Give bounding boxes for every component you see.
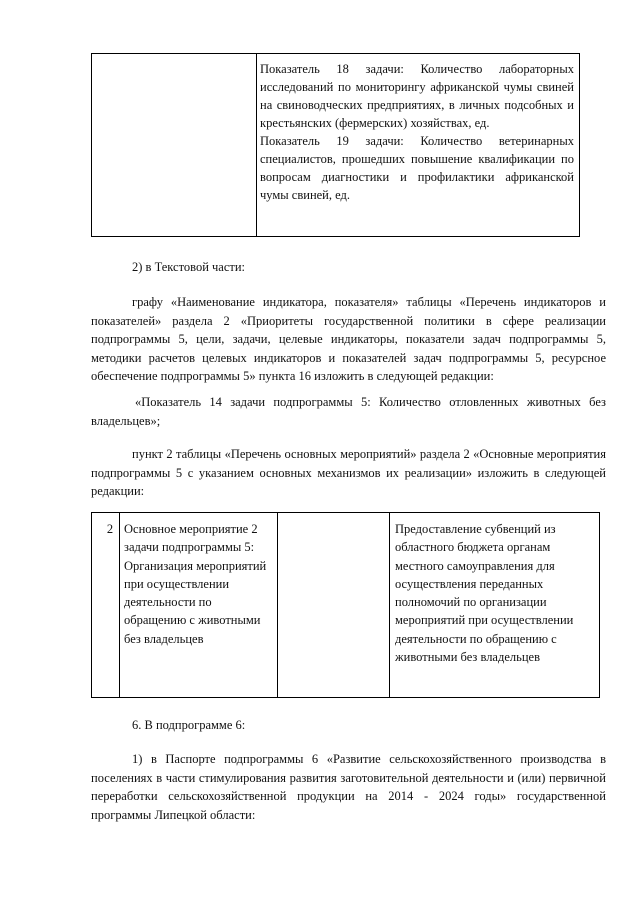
indicators-table	[91, 53, 580, 237]
indicator-14-quote: «Показатель 14 задачи подпрограммы 5: Количество отловленных животных без владельцев»;	[91, 395, 606, 428]
indicators-cell	[260, 60, 574, 204]
table-divider	[256, 54, 257, 236]
paragraph-passport: 1) в Паспорте подпрограммы 6 «Развитие сельскохозяйственного производства в поселениях в части стимулирования развития заготовительной деятельности и (или) первичной переработки сельскохозяйственной продукции на 2014 - 2024 годы» государственной программы Липецкой области:	[91, 752, 606, 822]
row-number: 2	[106, 522, 114, 536]
section-subprogram-6: 6. В подпрограмме 6:	[132, 718, 246, 732]
measure-mechanism: Предоставление субвенций из областного бюджета органам местного самоуправления для осуществления переданных полномочий по организации мероприятий при осуществлении деятельности по обращению с животными без владельцев	[395, 522, 574, 665]
measure-name: Основное мероприятие 2 задачи подпрограммы 5: Организация мероприятий при осуществлении деятельности по обращению с животными без владельцев	[124, 522, 267, 646]
paragraph-indicators: графу «Наименование индикатора, показателя» таблицы «Перечень индикаторов и показателей» раздела 2 «Приоритеты государственной политики в сфере реализации подпрограммы 5, цели, задачи, целевые индикаторы, показатели задач подпрограммы 5, методики расчетов целевых индикаторов и показателей задач подпрограммы 5, ресурсное обеспечение подпрограммы 5» пункта 16 изложить в следующей редакции:	[91, 295, 606, 384]
table-divider	[277, 513, 278, 697]
paragraph-measures: пункт 2 таблицы «Перечень основных мероприятий» раздела 2 «Основные мероприятия подпрограммы 5 с указанием основных механизмов их реализации» изложить в следующей редакции:	[91, 447, 606, 499]
section-text-part: 2) в Текстовой части:	[132, 260, 246, 274]
table-divider	[119, 513, 120, 697]
table-divider	[389, 513, 390, 697]
measures-table	[91, 512, 600, 698]
indicator-18: Показатель 18 задачи: Количество лабораторных исследований по мониторингу африканской чумы свиней на свиноводческих предприятиях, в личных подсобных и крестьянских (фермерских) хозяйствах, ед.	[260, 62, 574, 130]
indicator-19: Показатель 19 задачи: Количество ветеринарных специалистов, прошедших повышение квалификации по вопросам диагностики и профилактики африканской чумы свиней, ед.	[260, 134, 574, 202]
